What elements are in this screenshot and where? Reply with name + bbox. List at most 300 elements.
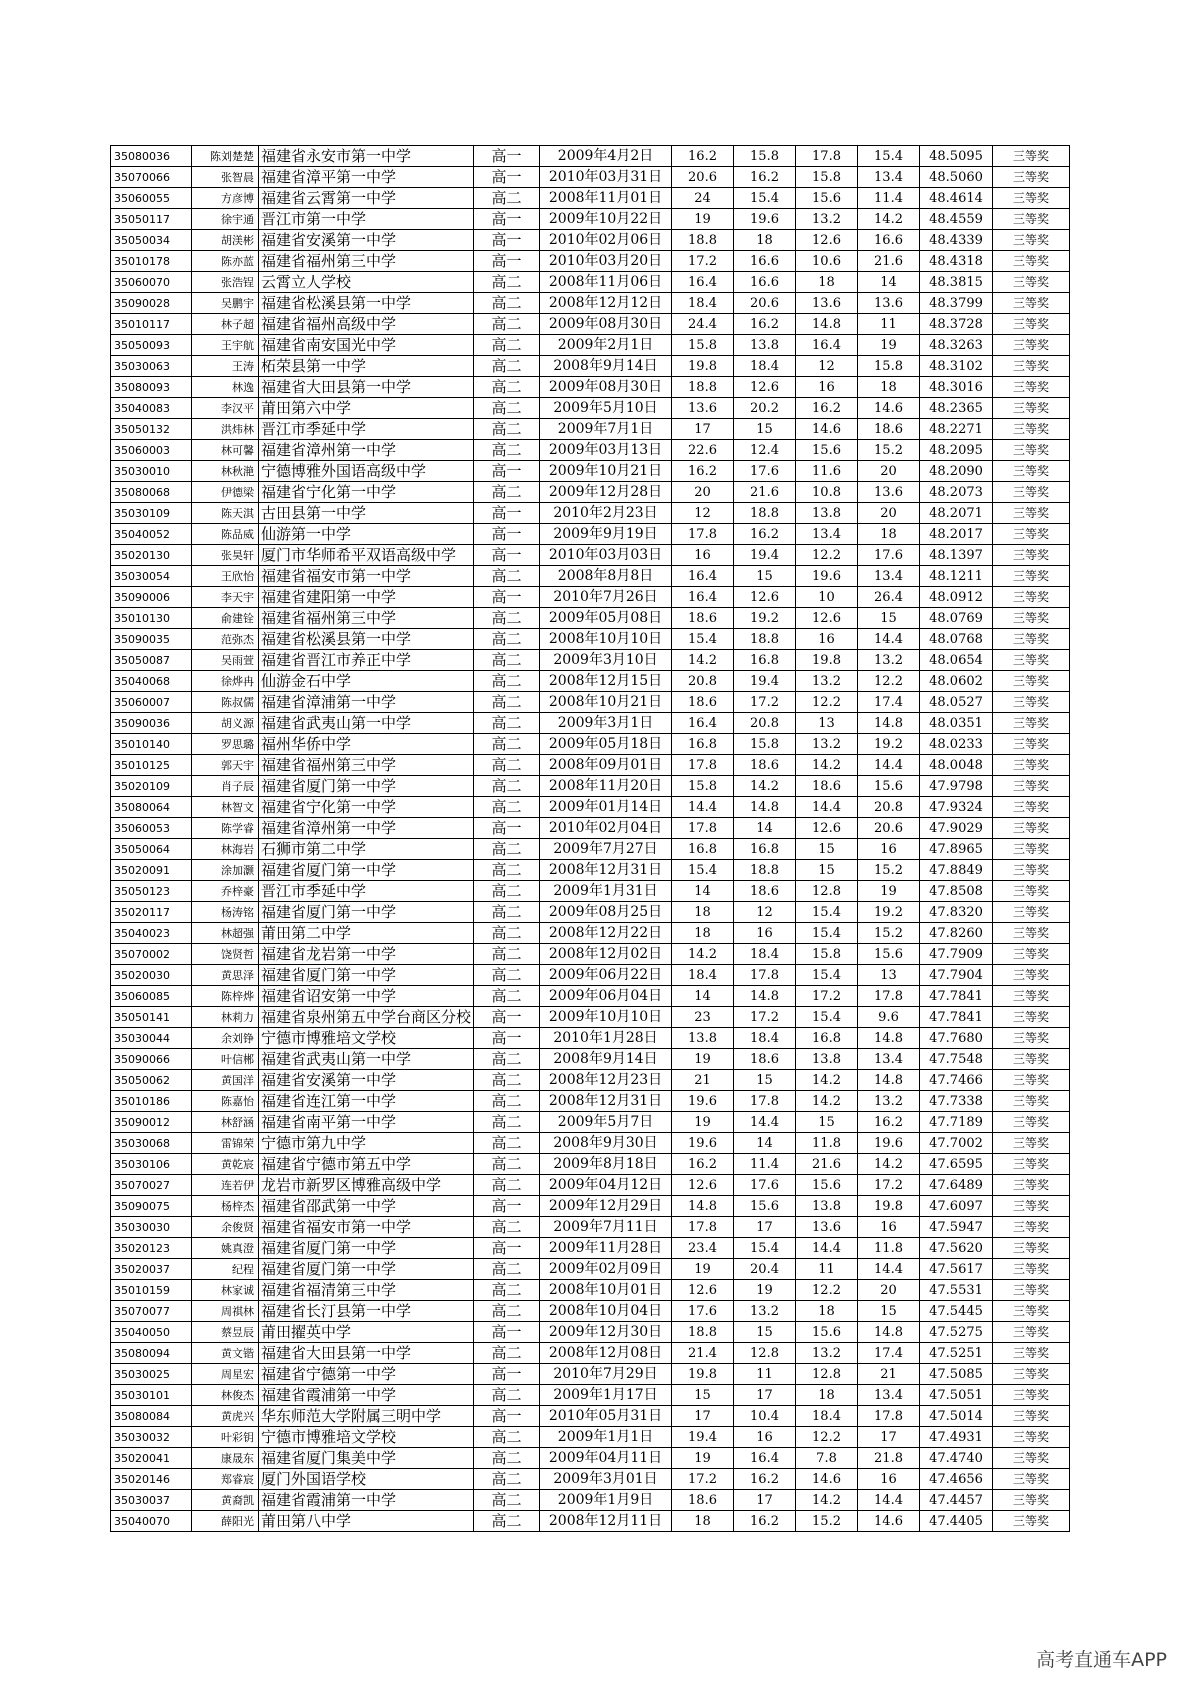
table-row (111, 1511, 1070, 1532)
score-2-cell: 15 (734, 566, 796, 587)
birth-date-cell: 2009年3月1日 (540, 713, 672, 734)
school-name-cell: 福建省福州第三中学 (259, 755, 474, 776)
score-3-cell: 14.8 (796, 314, 858, 335)
table-row (111, 356, 1070, 377)
score-4-cell: 15 (858, 608, 920, 629)
score-3-cell: 15.6 (796, 1175, 858, 1196)
score-3-cell: 19.8 (796, 650, 858, 671)
award-cell: 三等奖 (993, 734, 1070, 755)
total-score-cell: 47.7466 (920, 1070, 993, 1091)
award-cell: 三等奖 (993, 776, 1070, 797)
grade-cell: 高一 (474, 1028, 540, 1049)
score-1-cell: 24 (672, 188, 734, 209)
score-1-cell: 16.4 (672, 713, 734, 734)
student-id-cell: 35090066 (111, 1049, 192, 1070)
student-id-cell: 35090075 (111, 1196, 192, 1217)
score-3-cell: 13.6 (796, 1217, 858, 1238)
award-cell: 三等奖 (993, 587, 1070, 608)
birth-date-cell: 2009年02月09日 (540, 1259, 672, 1280)
score-1-cell: 20 (672, 482, 734, 503)
student-name-cell: 李汉平 (192, 398, 259, 419)
award-cell: 三等奖 (993, 1448, 1070, 1469)
table-row (111, 587, 1070, 608)
student-name-cell: 林秋滟 (192, 461, 259, 482)
score-4-cell: 14 (858, 272, 920, 293)
school-name-cell: 福建省福州高级中学 (259, 314, 474, 335)
student-id-cell: 35070077 (111, 1301, 192, 1322)
student-id-cell: 35030010 (111, 461, 192, 482)
birth-date-cell: 2010年03月31日 (540, 167, 672, 188)
table-row (111, 1007, 1070, 1028)
school-name-cell: 福建省邵武第一中学 (259, 1196, 474, 1217)
total-score-cell: 47.5085 (920, 1364, 993, 1385)
score-4-cell: 13.2 (858, 650, 920, 671)
score-4-cell: 11 (858, 314, 920, 335)
table-row (111, 503, 1070, 524)
award-cell: 三等奖 (993, 1070, 1070, 1091)
score-4-cell: 17.2 (858, 1175, 920, 1196)
student-id-cell: 35050141 (111, 1007, 192, 1028)
score-3-cell: 14.4 (796, 1238, 858, 1259)
grade-cell: 高二 (474, 1154, 540, 1175)
grade-cell: 高二 (474, 377, 540, 398)
table-row (111, 440, 1070, 461)
score-2-cell: 15.4 (734, 1238, 796, 1259)
school-name-cell: 龙岩市新罗区博雅高级中学 (259, 1175, 474, 1196)
score-2-cell: 18.6 (734, 755, 796, 776)
table-row (111, 1028, 1070, 1049)
grade-cell: 高二 (474, 1427, 540, 1448)
student-name-cell: 余俊贤 (192, 1217, 259, 1238)
birth-date-cell: 2009年1月17日 (540, 1385, 672, 1406)
school-name-cell: 福建省霞浦第一中学 (259, 1490, 474, 1511)
score-3-cell: 15.8 (796, 944, 858, 965)
student-id-cell: 35090035 (111, 629, 192, 650)
score-3-cell: 12.6 (796, 608, 858, 629)
score-2-cell: 16.2 (734, 167, 796, 188)
score-2-cell: 17.2 (734, 1007, 796, 1028)
score-4-cell: 17.4 (858, 1343, 920, 1364)
birth-date-cell: 2009年8月18日 (540, 1154, 672, 1175)
award-cell: 三等奖 (993, 377, 1070, 398)
student-id-cell: 35060085 (111, 986, 192, 1007)
score-3-cell: 15.4 (796, 1007, 858, 1028)
student-id-cell: 35010140 (111, 734, 192, 755)
student-id-cell: 35020037 (111, 1259, 192, 1280)
birth-date-cell: 2009年4月2日 (540, 146, 672, 167)
total-score-cell: 47.7548 (920, 1049, 993, 1070)
score-3-cell: 13.2 (796, 1343, 858, 1364)
grade-cell: 高二 (474, 1259, 540, 1280)
total-score-cell: 47.7841 (920, 1007, 993, 1028)
school-name-cell: 福建省松溪县第一中学 (259, 629, 474, 650)
score-3-cell: 14.6 (796, 1469, 858, 1490)
total-score-cell: 47.4656 (920, 1469, 993, 1490)
score-4-cell: 19.8 (858, 1196, 920, 1217)
total-score-cell: 47.4931 (920, 1427, 993, 1448)
school-name-cell: 华东师范大学附属三明中学 (259, 1406, 474, 1427)
student-name-cell: 蔡昱辰 (192, 1322, 259, 1343)
grade-cell: 高二 (474, 398, 540, 419)
school-name-cell: 古田县第一中学 (259, 503, 474, 524)
score-4-cell: 19 (858, 881, 920, 902)
table-row (111, 1406, 1070, 1427)
student-name-cell: 胡渼彬 (192, 230, 259, 251)
score-1-cell: 14.2 (672, 650, 734, 671)
birth-date-cell: 2009年10月21日 (540, 461, 672, 482)
total-score-cell: 48.3799 (920, 293, 993, 314)
score-4-cell: 11.8 (858, 1238, 920, 1259)
total-score-cell: 48.5060 (920, 167, 993, 188)
student-name-cell: 陈亦蓝 (192, 251, 259, 272)
total-score-cell: 47.5051 (920, 1385, 993, 1406)
score-3-cell: 12.6 (796, 818, 858, 839)
award-cell: 三等奖 (993, 1385, 1070, 1406)
table-row (111, 734, 1070, 755)
award-cell: 三等奖 (993, 503, 1070, 524)
table-row (111, 209, 1070, 230)
score-1-cell: 18 (672, 902, 734, 923)
birth-date-cell: 2008年12月31日 (540, 860, 672, 881)
score-4-cell: 14.8 (858, 1322, 920, 1343)
score-3-cell: 12 (796, 356, 858, 377)
student-name-cell: 姚真澄 (192, 1238, 259, 1259)
award-cell: 三等奖 (993, 1280, 1070, 1301)
grade-cell: 高一 (474, 461, 540, 482)
award-cell: 三等奖 (993, 692, 1070, 713)
birth-date-cell: 2008年12月22日 (540, 923, 672, 944)
award-cell: 三等奖 (993, 230, 1070, 251)
student-id-cell: 35030054 (111, 566, 192, 587)
student-name-cell: 林莉力 (192, 1007, 259, 1028)
score-4-cell: 16 (858, 839, 920, 860)
award-cell: 三等奖 (993, 1112, 1070, 1133)
student-name-cell: 杨涛铭 (192, 902, 259, 923)
grade-cell: 高二 (474, 986, 540, 1007)
birth-date-cell: 2010年05月31日 (540, 1406, 672, 1427)
score-2-cell: 16 (734, 923, 796, 944)
score-4-cell: 13.2 (858, 1091, 920, 1112)
award-cell: 三等奖 (993, 944, 1070, 965)
birth-date-cell: 2010年02月06日 (540, 230, 672, 251)
award-cell: 三等奖 (993, 881, 1070, 902)
score-4-cell: 19.2 (858, 734, 920, 755)
award-cell: 三等奖 (993, 1154, 1070, 1175)
student-name-cell: 林俊杰 (192, 1385, 259, 1406)
score-3-cell: 10.6 (796, 251, 858, 272)
score-2-cell: 17.6 (734, 1175, 796, 1196)
total-score-cell: 48.0048 (920, 755, 993, 776)
award-cell: 三等奖 (993, 272, 1070, 293)
score-4-cell: 16 (858, 1469, 920, 1490)
student-id-cell: 35020123 (111, 1238, 192, 1259)
student-name-cell: 方彦博 (192, 188, 259, 209)
score-3-cell: 10 (796, 587, 858, 608)
school-name-cell: 福建省福安市第一中学 (259, 566, 474, 587)
birth-date-cell: 2008年09月01日 (540, 755, 672, 776)
student-name-cell: 张昊轩 (192, 545, 259, 566)
student-id-cell: 35010125 (111, 755, 192, 776)
birth-date-cell: 2008年11月01日 (540, 188, 672, 209)
student-id-cell: 35030109 (111, 503, 192, 524)
student-id-cell: 35030032 (111, 1427, 192, 1448)
grade-cell: 高二 (474, 314, 540, 335)
score-1-cell: 19.4 (672, 1427, 734, 1448)
grade-cell: 高二 (474, 1280, 540, 1301)
table-row (111, 419, 1070, 440)
score-2-cell: 15.8 (734, 734, 796, 755)
score-1-cell: 20.6 (672, 167, 734, 188)
student-name-cell: 郑睿宸 (192, 1469, 259, 1490)
table-row (111, 881, 1070, 902)
score-1-cell: 16.2 (672, 461, 734, 482)
birth-date-cell: 2010年2月23日 (540, 503, 672, 524)
school-name-cell: 福建省宁化第一中学 (259, 482, 474, 503)
total-score-cell: 47.5014 (920, 1406, 993, 1427)
total-score-cell: 47.4457 (920, 1490, 993, 1511)
grade-cell: 高二 (474, 1511, 540, 1532)
award-cell: 三等奖 (993, 839, 1070, 860)
score-1-cell: 19 (672, 1259, 734, 1280)
school-name-cell: 福建省长汀县第一中学 (259, 1301, 474, 1322)
award-cell: 三等奖 (993, 713, 1070, 734)
score-1-cell: 12 (672, 503, 734, 524)
table-row (111, 1301, 1070, 1322)
school-name-cell: 福建省福清第三中学 (259, 1280, 474, 1301)
award-cell: 三等奖 (993, 1133, 1070, 1154)
grade-cell: 高二 (474, 629, 540, 650)
student-id-cell: 35050064 (111, 839, 192, 860)
student-name-cell: 吴鹏宇 (192, 293, 259, 314)
school-name-cell: 莆田第二中学 (259, 923, 474, 944)
birth-date-cell: 2008年9月14日 (540, 1049, 672, 1070)
birth-date-cell: 2009年3月01日 (540, 1469, 672, 1490)
birth-date-cell: 2010年02月04日 (540, 818, 672, 839)
student-name-cell: 周星宏 (192, 1364, 259, 1385)
score-4-cell: 13.6 (858, 293, 920, 314)
total-score-cell: 47.4405 (920, 1511, 993, 1532)
total-score-cell: 48.1211 (920, 566, 993, 587)
award-cell: 三等奖 (993, 545, 1070, 566)
grade-cell: 高二 (474, 188, 540, 209)
birth-date-cell: 2008年10月04日 (540, 1301, 672, 1322)
student-id-cell: 35020109 (111, 776, 192, 797)
grade-cell: 高二 (474, 608, 540, 629)
school-name-cell: 厦门市华师希平双语高级中学 (259, 545, 474, 566)
student-name-cell: 李天宇 (192, 587, 259, 608)
score-3-cell: 15 (796, 839, 858, 860)
score-1-cell: 17 (672, 419, 734, 440)
table-row (111, 671, 1070, 692)
table-row (111, 1133, 1070, 1154)
grade-cell: 高二 (474, 944, 540, 965)
school-name-cell: 福建省松溪县第一中学 (259, 293, 474, 314)
table-row (111, 629, 1070, 650)
score-1-cell: 16.2 (672, 1154, 734, 1175)
total-score-cell: 48.0768 (920, 629, 993, 650)
award-cell: 三等奖 (993, 293, 1070, 314)
score-2-cell: 14.4 (734, 1112, 796, 1133)
grade-cell: 高二 (474, 734, 540, 755)
score-4-cell: 17.8 (858, 1406, 920, 1427)
birth-date-cell: 2009年3月10日 (540, 650, 672, 671)
student-id-cell: 35060070 (111, 272, 192, 293)
table-row (111, 1196, 1070, 1217)
school-name-cell: 仙游第一中学 (259, 524, 474, 545)
table-row (111, 797, 1070, 818)
score-3-cell: 11.6 (796, 461, 858, 482)
grade-cell: 高一 (474, 146, 540, 167)
total-score-cell: 47.7189 (920, 1112, 993, 1133)
grade-cell: 高一 (474, 524, 540, 545)
score-1-cell: 19 (672, 1448, 734, 1469)
total-score-cell: 48.5095 (920, 146, 993, 167)
award-cell: 三等奖 (993, 818, 1070, 839)
score-4-cell: 15.2 (858, 923, 920, 944)
score-2-cell: 14.8 (734, 986, 796, 1007)
birth-date-cell: 2009年12月28日 (540, 482, 672, 503)
score-4-cell: 13.4 (858, 566, 920, 587)
score-3-cell: 10.8 (796, 482, 858, 503)
score-2-cell: 18.6 (734, 881, 796, 902)
student-id-cell: 35030106 (111, 1154, 192, 1175)
table-row (111, 608, 1070, 629)
score-1-cell: 16.8 (672, 734, 734, 755)
table-row (111, 776, 1070, 797)
award-cell: 三等奖 (993, 524, 1070, 545)
score-4-cell: 16.6 (858, 230, 920, 251)
birth-date-cell: 2009年7月1日 (540, 419, 672, 440)
score-1-cell: 23 (672, 1007, 734, 1028)
total-score-cell: 48.3016 (920, 377, 993, 398)
score-4-cell: 18 (858, 377, 920, 398)
student-id-cell: 35060055 (111, 188, 192, 209)
total-score-cell: 48.1397 (920, 545, 993, 566)
school-name-cell: 晋江市季延中学 (259, 881, 474, 902)
total-score-cell: 47.5620 (920, 1238, 993, 1259)
birth-date-cell: 2008年10月01日 (540, 1280, 672, 1301)
grade-cell: 高二 (474, 356, 540, 377)
grade-cell: 高二 (474, 692, 540, 713)
birth-date-cell: 2009年12月29日 (540, 1196, 672, 1217)
student-id-cell: 35020146 (111, 1469, 192, 1490)
student-name-cell: 薛阳光 (192, 1511, 259, 1532)
table-row (111, 1448, 1070, 1469)
score-3-cell: 12.2 (796, 692, 858, 713)
award-cell: 三等奖 (993, 1427, 1070, 1448)
grade-cell: 高二 (474, 419, 540, 440)
score-2-cell: 16.4 (734, 1448, 796, 1469)
table-row (111, 1091, 1070, 1112)
award-cell: 三等奖 (993, 755, 1070, 776)
student-name-cell: 林家诚 (192, 1280, 259, 1301)
grade-cell: 高一 (474, 1406, 540, 1427)
score-4-cell: 20 (858, 461, 920, 482)
table-row (111, 1049, 1070, 1070)
award-cell: 三等奖 (993, 860, 1070, 881)
student-id-cell: 35080064 (111, 797, 192, 818)
student-id-cell: 35070027 (111, 1175, 192, 1196)
student-id-cell: 35040052 (111, 524, 192, 545)
total-score-cell: 48.4318 (920, 251, 993, 272)
birth-date-cell: 2008年12月08日 (540, 1343, 672, 1364)
score-2-cell: 15 (734, 1070, 796, 1091)
birth-date-cell: 2009年7月27日 (540, 839, 672, 860)
award-cell: 三等奖 (993, 167, 1070, 188)
student-id-cell: 35050087 (111, 650, 192, 671)
grade-cell: 高一 (474, 209, 540, 230)
student-name-cell: 杨梓杰 (192, 1196, 259, 1217)
student-name-cell: 林舒涵 (192, 1112, 259, 1133)
table-row (111, 692, 1070, 713)
score-3-cell: 21.6 (796, 1154, 858, 1175)
birth-date-cell: 2010年03月03日 (540, 545, 672, 566)
student-name-cell: 黄虎兴 (192, 1406, 259, 1427)
table-row (111, 335, 1070, 356)
total-score-cell: 47.5275 (920, 1322, 993, 1343)
total-score-cell: 47.8849 (920, 860, 993, 881)
award-cell: 三等奖 (993, 797, 1070, 818)
total-score-cell: 47.6097 (920, 1196, 993, 1217)
score-1-cell: 19 (672, 209, 734, 230)
score-3-cell: 14.2 (796, 1091, 858, 1112)
birth-date-cell: 2008年12月12日 (540, 293, 672, 314)
birth-date-cell: 2010年03月20日 (540, 251, 672, 272)
table-row (111, 1343, 1070, 1364)
student-id-cell: 35030030 (111, 1217, 192, 1238)
student-id-cell: 35040050 (111, 1322, 192, 1343)
score-4-cell: 20.6 (858, 818, 920, 839)
score-2-cell: 11.4 (734, 1154, 796, 1175)
grade-cell: 高二 (474, 1469, 540, 1490)
birth-date-cell: 2008年12月15日 (540, 671, 672, 692)
score-3-cell: 13.2 (796, 209, 858, 230)
score-3-cell: 17.8 (796, 146, 858, 167)
student-name-cell: 林可馨 (192, 440, 259, 461)
student-name-cell: 陈梓烨 (192, 986, 259, 1007)
score-3-cell: 17.2 (796, 986, 858, 1007)
total-score-cell: 48.0602 (920, 671, 993, 692)
score-4-cell: 15.6 (858, 776, 920, 797)
score-3-cell: 7.8 (796, 1448, 858, 1469)
score-3-cell: 11.8 (796, 1133, 858, 1154)
score-1-cell: 18 (672, 923, 734, 944)
award-cell: 三等奖 (993, 1175, 1070, 1196)
score-1-cell: 18.8 (672, 230, 734, 251)
score-3-cell: 19.6 (796, 566, 858, 587)
score-1-cell: 18 (672, 1511, 734, 1532)
award-cell: 三等奖 (993, 440, 1070, 461)
school-name-cell: 福建省福安市第一中学 (259, 1217, 474, 1238)
school-name-cell: 宁德博雅外国语高级中学 (259, 461, 474, 482)
student-name-cell: 陈天淇 (192, 503, 259, 524)
total-score-cell: 48.0527 (920, 692, 993, 713)
student-id-cell: 35010130 (111, 608, 192, 629)
score-2-cell: 14 (734, 818, 796, 839)
student-name-cell: 林智文 (192, 797, 259, 818)
student-id-cell: 35050123 (111, 881, 192, 902)
school-name-cell: 仙游金石中学 (259, 671, 474, 692)
score-2-cell: 12.6 (734, 377, 796, 398)
birth-date-cell: 2008年10月10日 (540, 629, 672, 650)
total-score-cell: 47.9324 (920, 797, 993, 818)
grade-cell: 高二 (474, 713, 540, 734)
score-1-cell: 14 (672, 986, 734, 1007)
score-2-cell: 11 (734, 1364, 796, 1385)
birth-date-cell: 2008年9月30日 (540, 1133, 672, 1154)
score-4-cell: 18.6 (858, 419, 920, 440)
school-name-cell: 莆田第八中学 (259, 1511, 474, 1532)
